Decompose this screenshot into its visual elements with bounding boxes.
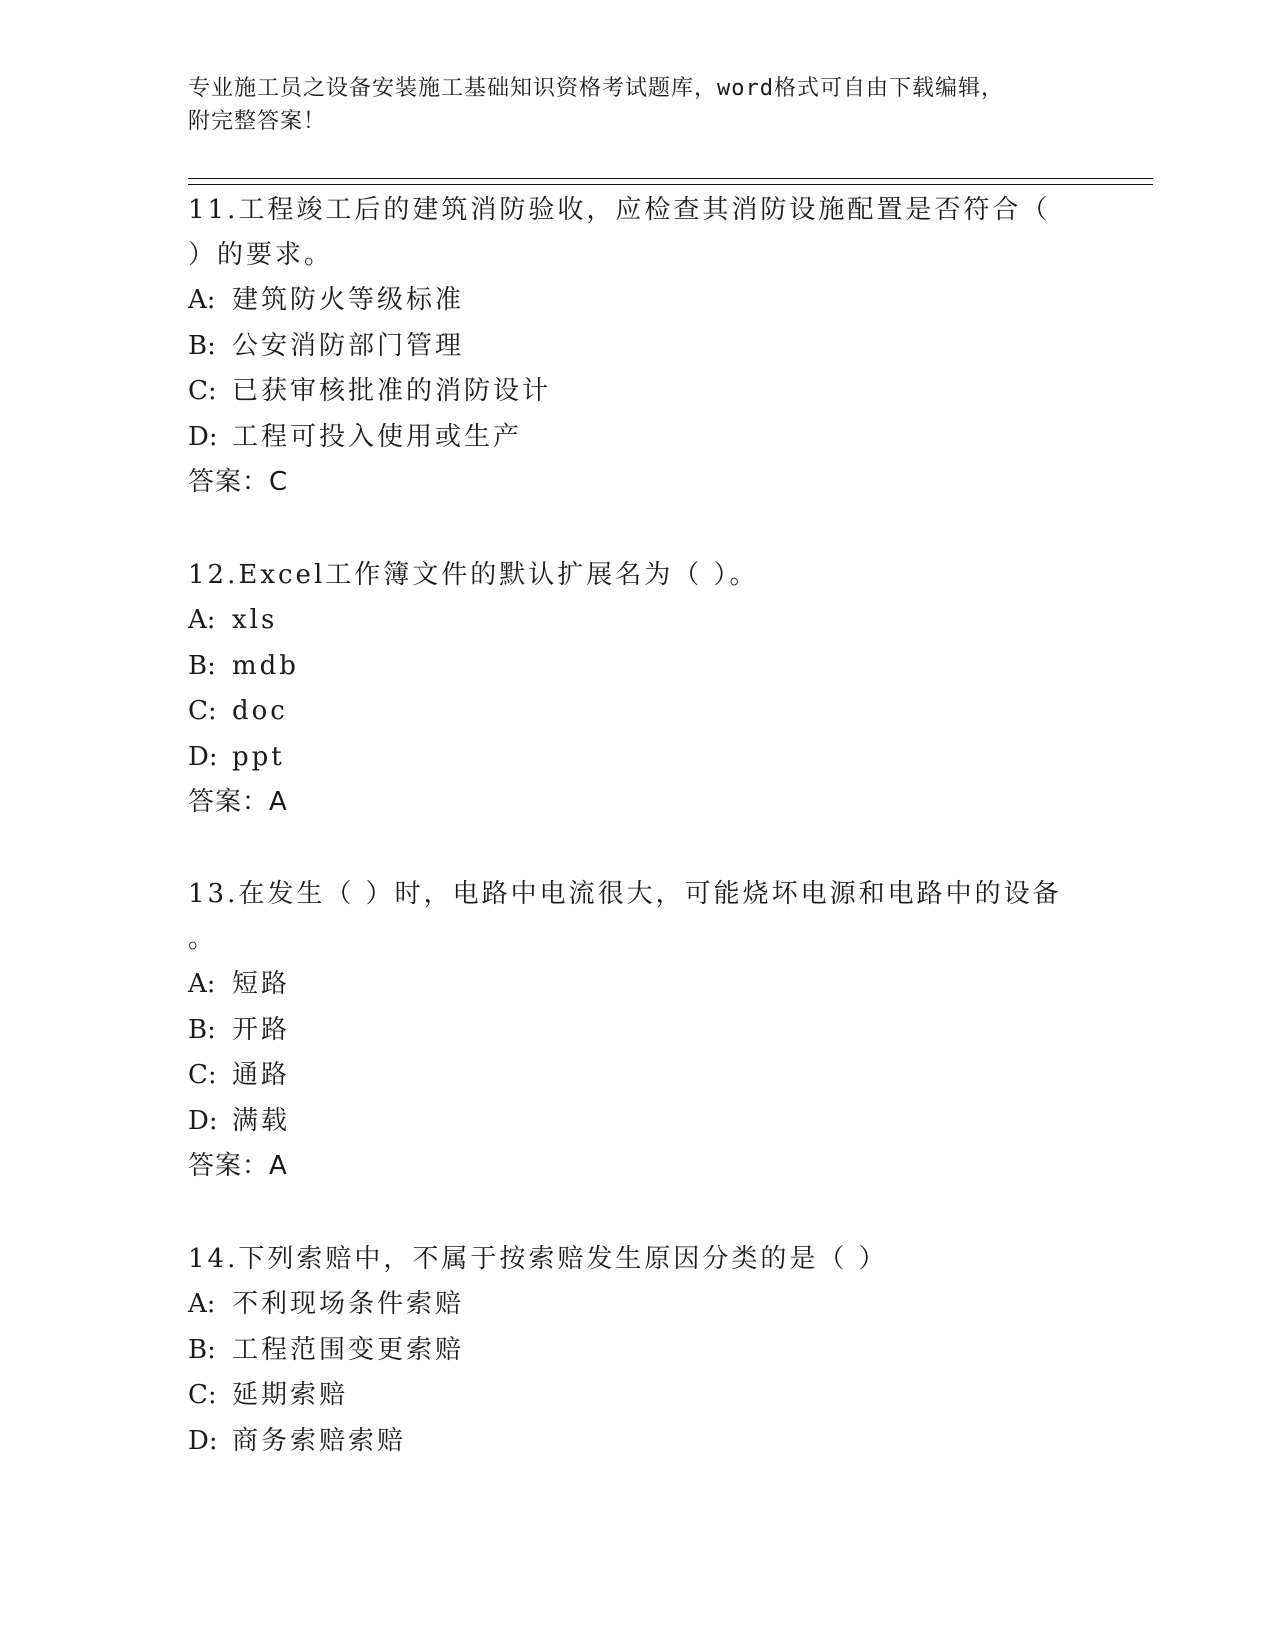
option-key: C:: [188, 696, 217, 726]
option-key: A:: [188, 969, 216, 999]
option-d: [188, 1419, 1088, 1465]
question-11: [188, 188, 1088, 505]
option-a: [188, 278, 1088, 324]
option-d: [188, 735, 1088, 781]
question-14: [188, 1237, 1088, 1464]
question-12: [188, 553, 1088, 825]
option-key: D:: [188, 421, 218, 452]
option-c: [188, 1373, 1088, 1419]
option-c: [188, 1053, 1088, 1099]
option-c: [188, 689, 1088, 735]
question-stem: 11.工程竣工后的建筑消防验收，应检查其消防设施配置是否符合（: [188, 195, 1051, 225]
option-text: ppt: [232, 741, 285, 772]
option-d: [188, 415, 1088, 461]
answer-line: 答案：A: [188, 787, 288, 817]
option-a: [188, 962, 1088, 1008]
option-key: A:: [188, 285, 216, 315]
option-a: [188, 598, 1088, 644]
option-text: 延期索赔: [232, 1380, 349, 1410]
option-b: [188, 324, 1088, 370]
option-key: D:: [188, 1425, 218, 1456]
question-13: [188, 872, 1088, 1189]
option-text: 开路: [232, 1014, 291, 1045]
document-header: [188, 72, 1068, 138]
option-c: [188, 369, 1088, 415]
question-stem: 12.Excel工作簿文件的默认扩展名为（ ）。: [188, 560, 759, 590]
option-text: 工程可投入使用或生产: [232, 421, 523, 452]
option-text: 商务索赔索赔: [232, 1425, 407, 1456]
question-stem-continued: 。: [188, 924, 218, 954]
question-stem: 13.在发生（ ）时，电路中电流很大，可能烧坏电源和电路中的设备: [188, 879, 1062, 909]
option-text: 建筑防火等级标准: [232, 285, 465, 315]
question-stem: 14.下列索赔中，不属于按索赔发生原因分类的是（ ）: [188, 1244, 888, 1274]
option-text: 满载: [232, 1105, 291, 1136]
option-text: 已获审核批准的消防设计: [232, 376, 552, 406]
header-line-1: 专业施工员之设备安装施工基础知识资格考试题库，word格式可自由下载编辑，: [188, 76, 1004, 101]
option-key: B:: [188, 330, 216, 361]
option-key: C:: [188, 376, 217, 406]
option-text: mdb: [232, 650, 299, 681]
option-key: B:: [188, 1014, 216, 1045]
option-d: [188, 1099, 1088, 1145]
option-key: B:: [188, 650, 216, 681]
option-text: 短路: [232, 969, 291, 999]
answer-line: 答案：A: [188, 1151, 288, 1181]
option-text: doc: [232, 696, 288, 726]
option-text: 工程范围变更索赔: [232, 1334, 465, 1365]
option-b: [188, 644, 1088, 690]
option-a: [188, 1282, 1088, 1328]
option-key: C:: [188, 1060, 217, 1090]
option-key: D:: [188, 1105, 218, 1136]
answer-line: 答案：C: [188, 467, 289, 497]
header-line-2: 附完整答案！: [188, 109, 327, 134]
option-text: 通路: [232, 1060, 291, 1090]
option-text: 公安消防部门管理: [232, 330, 465, 361]
header-divider-top: [188, 178, 1153, 179]
option-text: xls: [232, 605, 278, 635]
option-key: A:: [188, 1289, 216, 1319]
option-text: 不利现场条件索赔: [232, 1289, 465, 1319]
header-divider-bottom: [188, 184, 1153, 185]
question-stem-continued: ）的要求。: [188, 240, 334, 270]
option-key: B:: [188, 1334, 216, 1365]
option-b: [188, 1328, 1088, 1374]
option-b: [188, 1008, 1088, 1054]
option-key: A:: [188, 605, 216, 635]
option-key: D:: [188, 741, 218, 772]
option-key: C:: [188, 1380, 217, 1410]
